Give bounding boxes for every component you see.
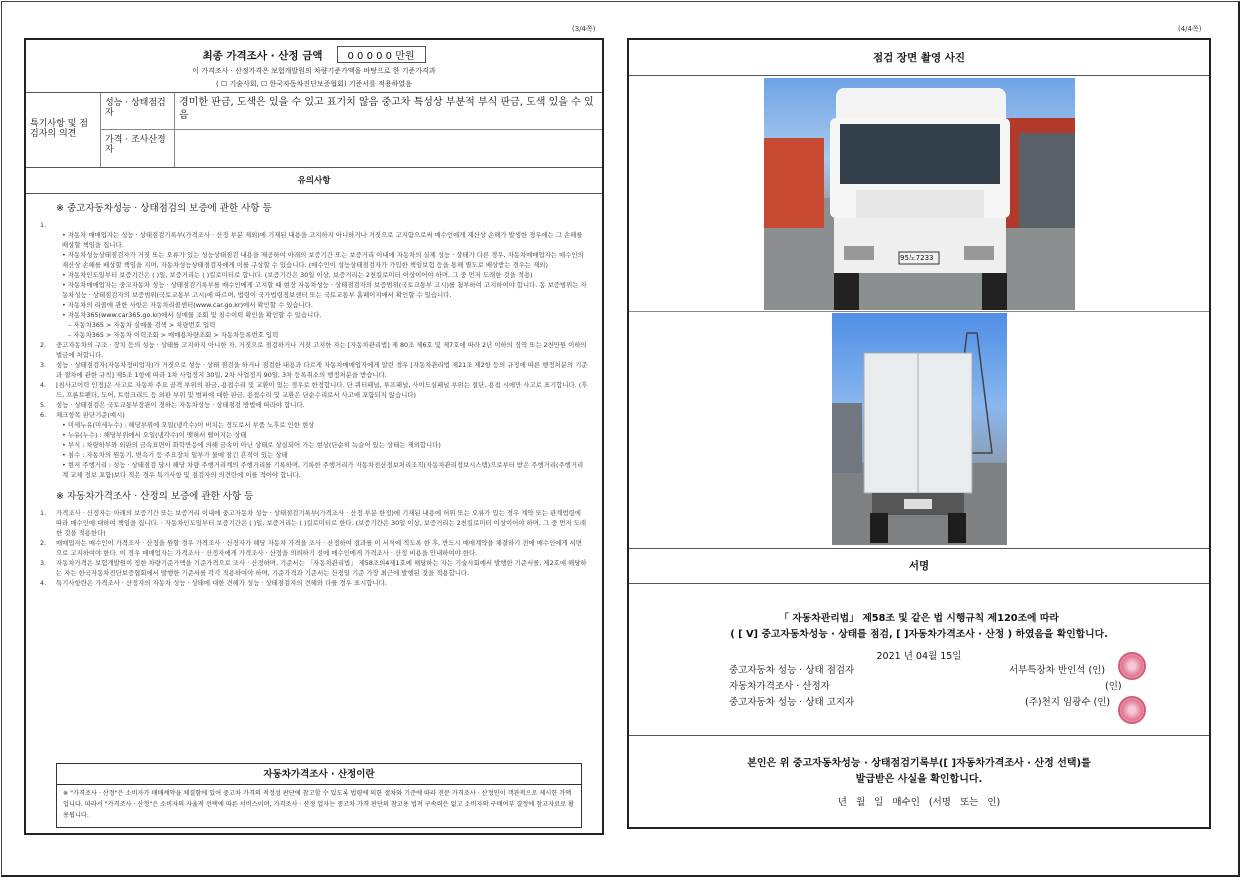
notes-performance [40,220,588,480]
notifier-row-label: 중고자동차 성능 · 상태 고지자 [729,697,855,708]
note-number: 3. [40,361,47,369]
price-note [40,558,588,578]
truck-rear-photo [832,313,1007,545]
confirm-divider [629,735,1209,736]
note-number: 1. [40,509,47,517]
price-note [40,508,588,538]
inspector-row-name: 서부특장차 반인석 (인) [1009,665,1106,676]
law-statement [629,611,1209,643]
page-number-right: (4/4쪽) [1178,25,1202,33]
inspector-label: 성능 · 상태점검자 [101,93,175,130]
appraiser-label: 가격 · 조사산정자 [101,130,175,167]
note-1-sub-0: – 자동차365 > 자동차 실매물 검색 > 차량번호 입력 [68,321,216,329]
price-basis-text: 이 가격조사 · 산정가격은 보험개발원의 차량기준가액을 바탕으로 한 기준가격과 [192,67,436,75]
criteria-item: • 현저 주행거리 : 성능 · 상태점검 당시 해당 차량 주행거리계의 주행거리를 기록하며, 기록한 주행거리가 자동차전산정보처리조직(자동차관리정보시스템)으로부터 받은 주행거리(주행거리계 교체 정보 포함)보다 적은 경우 특기사항 및 점검자의 의견란에 이를 적어야 합니다. [62,460,588,480]
numbered-note [40,410,588,420]
law-line-1: 「 자동차관리법」 제58조 및 같은 법 시행규칙 제120조에 따라 [779,613,1059,624]
photo-section-title: 점검 장면 촬영 사진 [629,40,1209,76]
notifier-row-name: (주)천지 임광수 (인) [1025,697,1111,708]
numbered-notes [40,340,588,420]
note-1-item: • 자동차인도일부터 보증기간은 ( )일, 보증거리는 ( )킬로미터로 합니다. (보증기간은 30일 이상, 보증거리는 2천킬로미터 이상이어야 하며, 그 중 먼저 도래한 것을 적용) [62,270,588,280]
section-price-warranty: ※ 자동차가격조사 · 산정의 보증에 관한 사항 등 [56,491,254,502]
price-note [40,538,588,558]
numbered-note [40,400,588,410]
notice-title: 유의사항 [26,168,602,194]
page-number-left: (3/4쪽) [572,25,596,33]
note-number: 2. [40,341,47,349]
license-plate-front: 95노7233 [900,254,934,262]
note-number: 5. [40,401,47,409]
sign-date: 2021 년 04월 15일 [876,651,962,662]
price-note [40,578,588,588]
numbered-note [40,380,588,400]
final-price-title: 최종 가격조사 · 산정 금액 [202,50,323,62]
note-number: 3. [40,559,47,567]
opinion-label: 특기사항 및 점검자의 의견 [26,93,101,167]
criteria-item: • 부식 : 차량하부와 외판의 금속표면이 화학반응에 의해 금속이 아닌 상태로 상실되어 가는 현상(단순히 녹슬어 있는 상태는 제외합니다) [62,440,588,450]
numbered-note [40,340,588,360]
note-number: 4. [40,579,47,587]
page-3 [24,38,604,835]
appraiser-row-label: 자동차가격조사 · 산정자 [729,681,830,692]
standard-text: ( ☐ 기술사회, ☐ 한국자동차진단보증협회) 기준서를 적용하였음 [216,80,412,88]
buyer-sign-line: 년 월 일 매수인 (서명 또는 인) [837,797,1001,808]
note-6-list [62,420,588,480]
note-1-list [62,230,588,320]
note-1-item: • 자동차매매업자는 중고자동차 성능 · 상태점검기록부를 매수인에게 고지할 때 현장 자동차성능 · 상태점검자의 보증범위(국토교통부 고시)를 첨부하여 고지하여야 합니다. 동 보증범위는 자동차성능 · 상태점검자의 보증범위(국토교통부 고시)에 따르며, 법령이 국가법령정보센터 또는 국토교통부 홈페이지에서 확인할 수 있습니다. [62,280,588,300]
signature-section-title: 서명 [629,548,1209,584]
criteria-item: • 미세누유(미세누수) : 해당부위에 오일(냉각수)이 비치는 정도로서 부품 노후로 인한 현상 [62,420,588,430]
numbered-note [40,360,588,380]
final-price-header [26,40,602,93]
note-1-item: • 자동차365(www.car365.go.kr)에서 실매물 조회 및 침수이력 확인을 확인할 수 있습니다. [62,310,588,320]
note-1-item: • 자동차성능상태점검자가 거짓 또는 오류가 있는 성능상태점검 내용을 제공하여 아래의 보증기간 또는 보증거리 이내에 자동차의 실제 성능 · 상태가 다른 경우, 자동차매매업자는 매수인의 재산상 손해를 배상할 책임을 지며, 자동차성능상태점검자에게 이를 구상할 수 있습니다. (매수인이 성능상태점검자가 가입한 책임보험 등을 통해 별도로 배상받는 경우는 제외) [62,250,588,270]
note-text: 체크항목 판단기준(예시) [56,411,125,419]
opinion-table [26,93,602,168]
note-text: 자동차가격은 보험개발원이 정한 차량기준가액을 기준가격으로 조사 · 산정하며, 기준서는 「자동차관리법」 제58조의4제1호에 해당하는 자는 기술사회에서 발행한 기준서를, 제2호에 해당하는 자는 한국자동차진단보증협회에서 발행한 기준서를 각각 적용하여야 하며, 기준가격과 기준서는 산정일 기준 가장 최근에 발행된 것을 적용합니다. [56,559,587,577]
price-amount-box: 0 0 0 0 0 만원 [337,46,426,63]
page-4 [627,38,1211,829]
confirm-line-2: 발급받은 사실을 확인합니다. [855,774,983,785]
truck-front-photo [764,78,1075,310]
confirm-line-1: 본인은 위 중고자동차성능 · 상태점검기록부([ ]자동차가격조사 · 산정 선택)를 [747,758,1091,769]
note-number: 2. [40,539,47,547]
buyer-confirmation [629,756,1209,788]
note-text: 가격조사 · 산정자는 아래의 보증기간 또는 보증거리 이내에 중고자동차 성능 · 상태점검기록부(가격조사 · 산정 부분 한정)에 기재된 내용에 허위 또는 오류가 있는 경우 계약 또는 관계법령에 따라 매수인에 대하여 책임을 집니다. · 자동차인도일부터 보증기간은 ( )일, 보증거리는 ( )킬로미터로 한다. (보증기간은 30일 이상, 보증거리는 2천킬로미터 이상이어야 하며, 그 중 먼저 도래한 것을 적용한다) [56,509,587,537]
appraiser-row-name: (인) [1105,681,1122,692]
note-text: 매매업자는 매수인이 가격조사 · 산정을 원할 경우 가격조사 · 산정자가 해당 자동차 가격을 조사 · 산정하여 결과를 이 서식에 적도록 한 후, 반드시 매매계약을 체결하기 전에 매수인에게 서면으로 고지하여야 한다. 이 경우 매매업자는 가격조사 · 산정자에게 가격조사 · 산정을 의뢰하기 전에 매수인에게 가격조사 · 산정 비용을 안내하여야 한다. [56,539,582,557]
price-definition-text: ※ "가격조사 · 산정"은 소비자가 매매계약을 체결함에 있어 중고차 가격의 적정성 판단에 참고할 수 있도록 법령에 의한 절차와 기준에 따라 전문 가격조사 · 산정인이 객관적으로 제시한 가액입니다. 따라서 "가격조사 · 산정"은 소비자의 자율적 선택에 따른 서비스이며, 가격조사 · 산정 업자는 중고차 가격 판단의 참고용 법적 구속력은 없고 소비자의 구매여부 결정에 참고자료로 활용됩니다. [63,790,575,819]
criteria-item: • 침수 : 자동차의 원동기, 변속기 등 주요장치 일부가 물에 잠긴 흔적이 있는 상태 [62,450,588,460]
criteria-item: • 누유(누수) : 해당부위에서 오일(냉각수)이 맺혀서 떨어지는 상태 [62,430,588,440]
note-text: 중고자동차의 구조 · 장치 등의 성능 · 상태를 고지하지 아니한 자, 거짓으로 점검하거나 거짓 고지한 자는 [자동차관리법] 제 80조 제6호 및 제7호에 따라 2년 이하의 징역 또는 2천만원 이하의 벌금에 처합니다. [56,341,587,359]
notifier-seal-stamp [1118,696,1146,724]
note-number: 6. [40,411,47,419]
photo-divider [629,311,1209,312]
inspector-seal-stamp [1118,652,1146,680]
numbered-notes-price [40,508,588,588]
note-1-item: • 자동차 매매업자는 성능 · 상태점검기록부(가격조사 · 산정 부분 제외)에 기재된 내용을 고지하지 아니하거나 거짓으로 고지함으로써 매수인에게 재산상 손해가 발생한 경우에는 그 손해를 배상할 책임을 집니다. [62,230,588,250]
appraiser-opinion [175,130,602,167]
note-text: 성능 · 상태점검은 국토교통부장관이 정하는 자동차성능 · 상태점검 방법에 따라야 합니다. [56,401,305,409]
note-1-sub-1: – 자동차365 > 자동차 이력조회 > 매매용차량조회 > 자동차등록번호 입력 [68,331,279,339]
note-1-item: • 자동차의 리콜에 관한 사항은 자동차리콜센터(www.car.go.kr)에서 확인할 수 있습니다. [62,300,588,310]
note-text: 특기사항란은 가격조사 · 산정자의 자동차 성능 · 상태에 대한 견해가 성능 · 상태점검자의 견해와 다를 경우 표시합니다. [56,579,387,587]
note-text: [침사고이력 인정]은 사고로 자동차 주요 골격 부위의 판금, 용접수리 및 교환이 있는 경우로 한정합니다. 단 쿼터패널, 루프패널, 사이드실패널 부위는 절단, 용접 시에만 사고로 표기합니다. (후드, 프론트펜더, 도어, 트렁크리드 등 외판 부위 및 범퍼에 대한 판금, 용접수리 및 교환은 단순수리로서 사고에 포함되지 않습니다) [56,381,588,399]
note-text: 성능 · 상태점검자(자동차정비업자)가 거짓으로 성능 · 상태 점검을 하거나 점검한 내용과 다르게 자동차매매업자에게 알린 경우 [자동차관리법 제21조 제2항 등의 규정에 따른 행정처분의 기준과 절차에 관한 규칙] 제5조 1항에 따라 1차 사업정지 30일, 2차 사업정지 90일, 3차 등록취소의 행정처분을 받습니다. [56,361,588,379]
price-definition-title: 자동차가격조사 · 산정이란 [57,764,581,785]
note-number: 4. [40,381,47,389]
inspector-row-label: 중고자동차 성능 · 상태 점검자 [729,665,855,676]
price-definition-box [56,763,582,828]
note-number: 1. [40,221,47,229]
section-performance-warranty: ※ 중고자동차성능 · 상태점검의 보증에 관한 사항 등 [56,203,272,214]
law-line-2: ( [ V] 중고자동차성능 · 상태를 점검, [ ]자동차가격조사 · 산정 ) 하였음을 확인합니다. [730,629,1108,640]
inspector-opinion: 경미한 판금, 도색은 있을 수 있고 표기치 않음 중고차 특성상 부분적 부식 판금, 도색 있을 수 있음 [175,93,602,130]
